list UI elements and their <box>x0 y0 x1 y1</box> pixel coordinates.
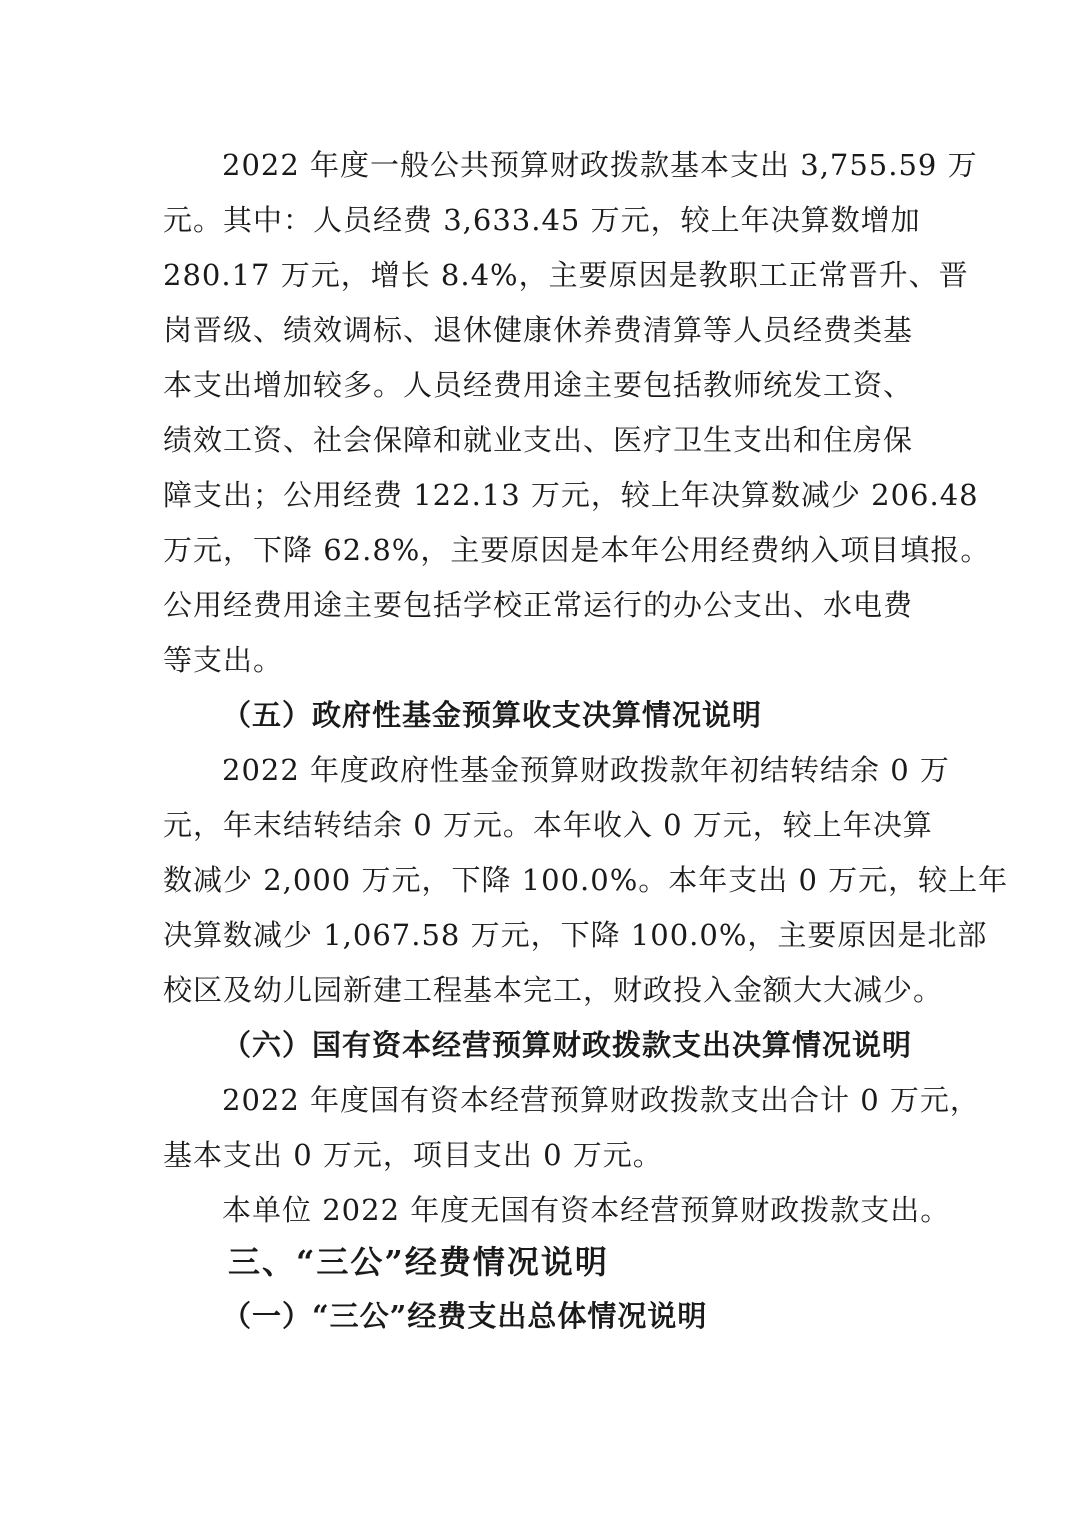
paragraph-line: 岗晋级、绩效调标、退休健康休养费清算等人员经费类基 <box>163 313 914 347</box>
paragraph-line: 元，年末结转结余 0 万元。本年收入 0 万元，较上年决算 <box>163 808 933 842</box>
paragraph-line: 绩效工资、社会保障和就业支出、医疗卫生支出和住房保 <box>163 423 914 457</box>
paragraph-line: 决算数减少 1,067.58 万元，下降 100.0%，主要原因是北部 <box>163 918 988 952</box>
paragraph-line: 元。其中：人员经费 3,633.45 万元，较上年决算数增加 <box>163 203 921 237</box>
paragraph-line: 本单位 2022 年度无国有资本经营预算财政拨款支出。 <box>222 1193 951 1227</box>
paragraph-line: 2022 年度国有资本经营预算财政拨款支出合计 0 万元， <box>222 1083 980 1117</box>
paragraph-line: 2022 年度一般公共预算财政拨款基本支出 3,755.59 万 <box>222 148 978 182</box>
paragraph-line: 万元，下降 62.8%，主要原因是本年公用经费纳入项目填报。 <box>163 533 991 567</box>
paragraph-line: 数减少 2,000 万元，下降 100.0%。本年支出 0 万元，较上年 <box>163 863 1009 897</box>
paragraph-line: 等支出。 <box>163 643 284 677</box>
paragraph-line: 障支出；公用经费 122.13 万元，较上年决算数减少 206.48 <box>163 478 979 512</box>
section-heading: （一）“三公”经费支出总体情况说明 <box>222 1299 708 1333</box>
paragraph-line: 公用经费用途主要包括学校正常运行的办公支出、水电费 <box>163 588 914 622</box>
section-heading: （五）政府性基金预算收支决算情况说明 <box>222 698 763 732</box>
paragraph-line: 2022 年度政府性基金预算财政拨款年初结转结余 0 万 <box>222 753 950 787</box>
paragraph-line: 本支出增加较多。人员经费用途主要包括教师统发工资、 <box>163 368 914 402</box>
paragraph-line: 280.17 万元，增长 8.4%，主要原因是教职工正常晋升、晋 <box>163 258 969 292</box>
section-heading: （六）国有资本经营预算财政拨款支出决算情况说明 <box>222 1028 913 1062</box>
chapter-heading: 三、“三公”经费情况说明 <box>228 1243 609 1281</box>
paragraph-line: 基本支出 0 万元，项目支出 0 万元。 <box>163 1138 663 1172</box>
paragraph-line: 校区及幼儿园新建工程基本完工，财政投入金额大大减少。 <box>163 973 944 1007</box>
